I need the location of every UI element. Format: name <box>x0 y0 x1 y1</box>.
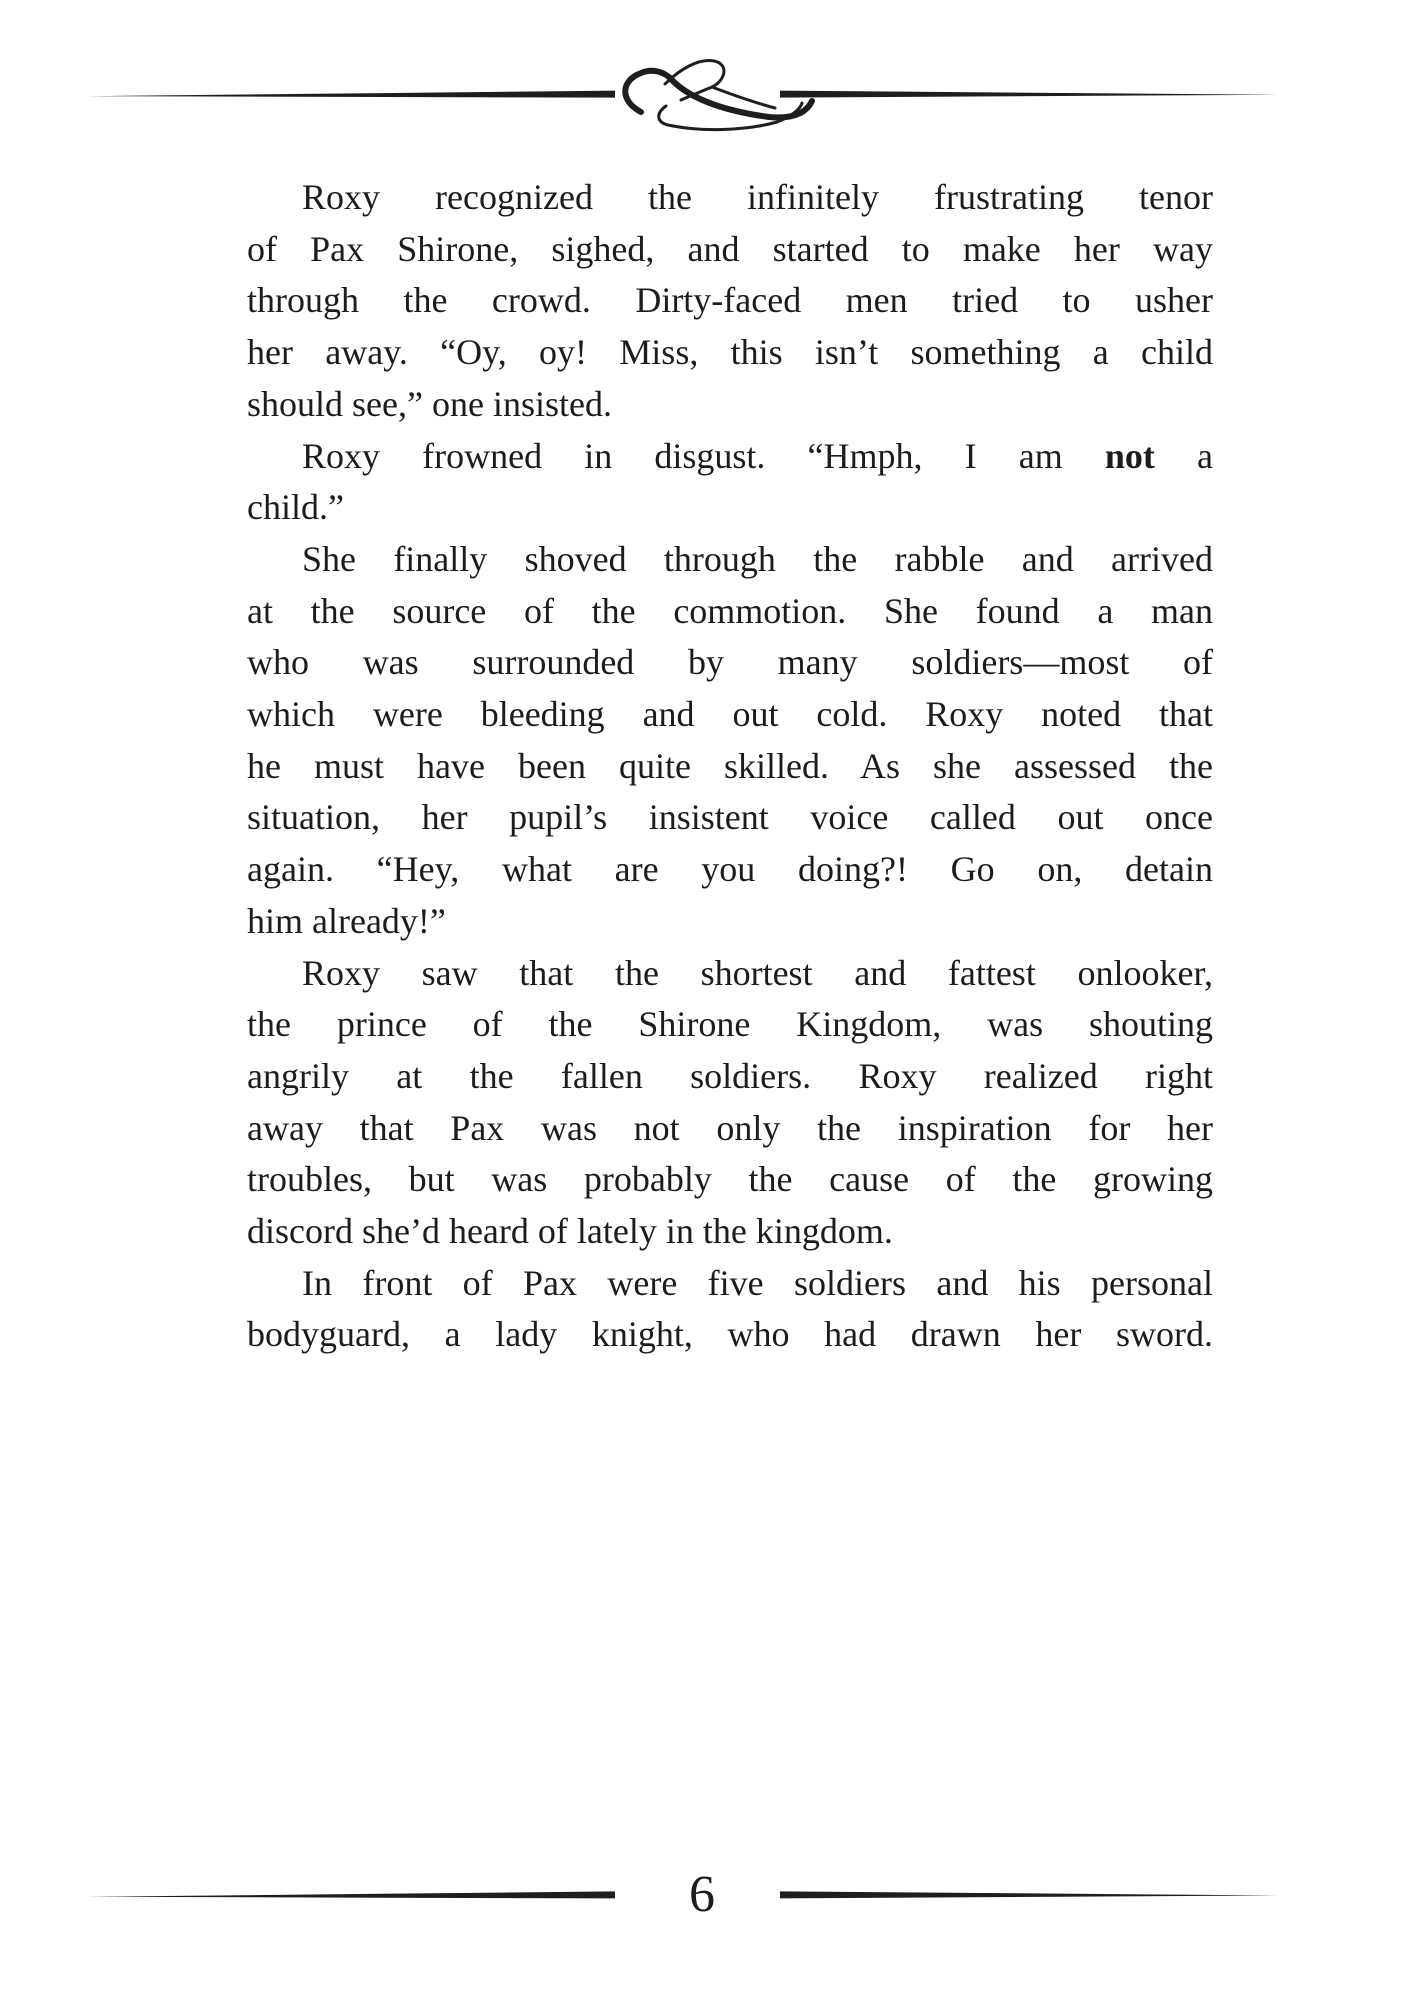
top-rule-right <box>780 91 1278 98</box>
paragraph <box>247 431 1213 534</box>
text-line: discord she’d heard of lately in the kingdom. <box>247 1211 893 1252</box>
bottom-rule-right <box>780 1891 1278 1898</box>
bottom-rule-left <box>87 1891 615 1898</box>
text-line: In front of Pax were five soldiers and his personal <box>302 1262 1213 1303</box>
text-line: which were bleeding and out cold. Roxy noted that <box>247 694 1213 735</box>
paragraph <box>247 1258 1213 1361</box>
text-line: She finally shoved through the rabble and arrived <box>302 538 1213 579</box>
text-line: child.” <box>247 487 344 528</box>
page-number: 6 <box>689 1866 715 1923</box>
text-line: situation, her pupil’s insistent voice called out once <box>247 797 1213 838</box>
text-line: Roxy frowned in disgust. “Hmph, I am not a <box>302 435 1214 476</box>
text-line: the prince of the Shirone Kingdom, was shouting <box>247 1004 1213 1045</box>
text-line: angrily at the fallen soldiers. Roxy realized right <box>247 1055 1213 1096</box>
text-line: at the source of the commotion. She found a man <box>247 590 1213 631</box>
text-line: Roxy recognized the infinitely frustrating tenor <box>302 177 1213 217</box>
text-line: should see,” one insisted. <box>247 383 612 424</box>
paragraph <box>247 172 1213 431</box>
top-divider-ornament <box>0 0 1404 170</box>
text-line: of Pax Shirone, sighed, and started to make her way <box>247 228 1213 269</box>
text-line: through the crowd. Dirty-faced men tried to usher <box>247 280 1213 321</box>
text-line: bodyguard, a lady knight, who had drawn her sword. <box>247 1314 1213 1355</box>
text-line: again. “Hey, what are you doing?! Go on, detain <box>247 849 1213 890</box>
text-line: who was surrounded by many soldiers—most of <box>247 642 1213 683</box>
text-line: Roxy saw that the shortest and fattest onlooker, <box>302 952 1213 993</box>
text-line: him already!” <box>247 900 446 941</box>
top-rule-left <box>87 91 615 98</box>
page-text <box>247 172 1213 1361</box>
text-line: he must have been quite skilled. As she assessed the <box>247 745 1213 786</box>
paragraph <box>247 948 1213 1258</box>
text-line: troubles, but was probably the cause of the growing <box>247 1159 1213 1200</box>
paragraph <box>247 534 1213 948</box>
text-line: away that Pax was not only the inspiration for her <box>247 1107 1213 1148</box>
text-line: her away. “Oy, oy! Miss, this isn’t something a child <box>247 332 1213 373</box>
